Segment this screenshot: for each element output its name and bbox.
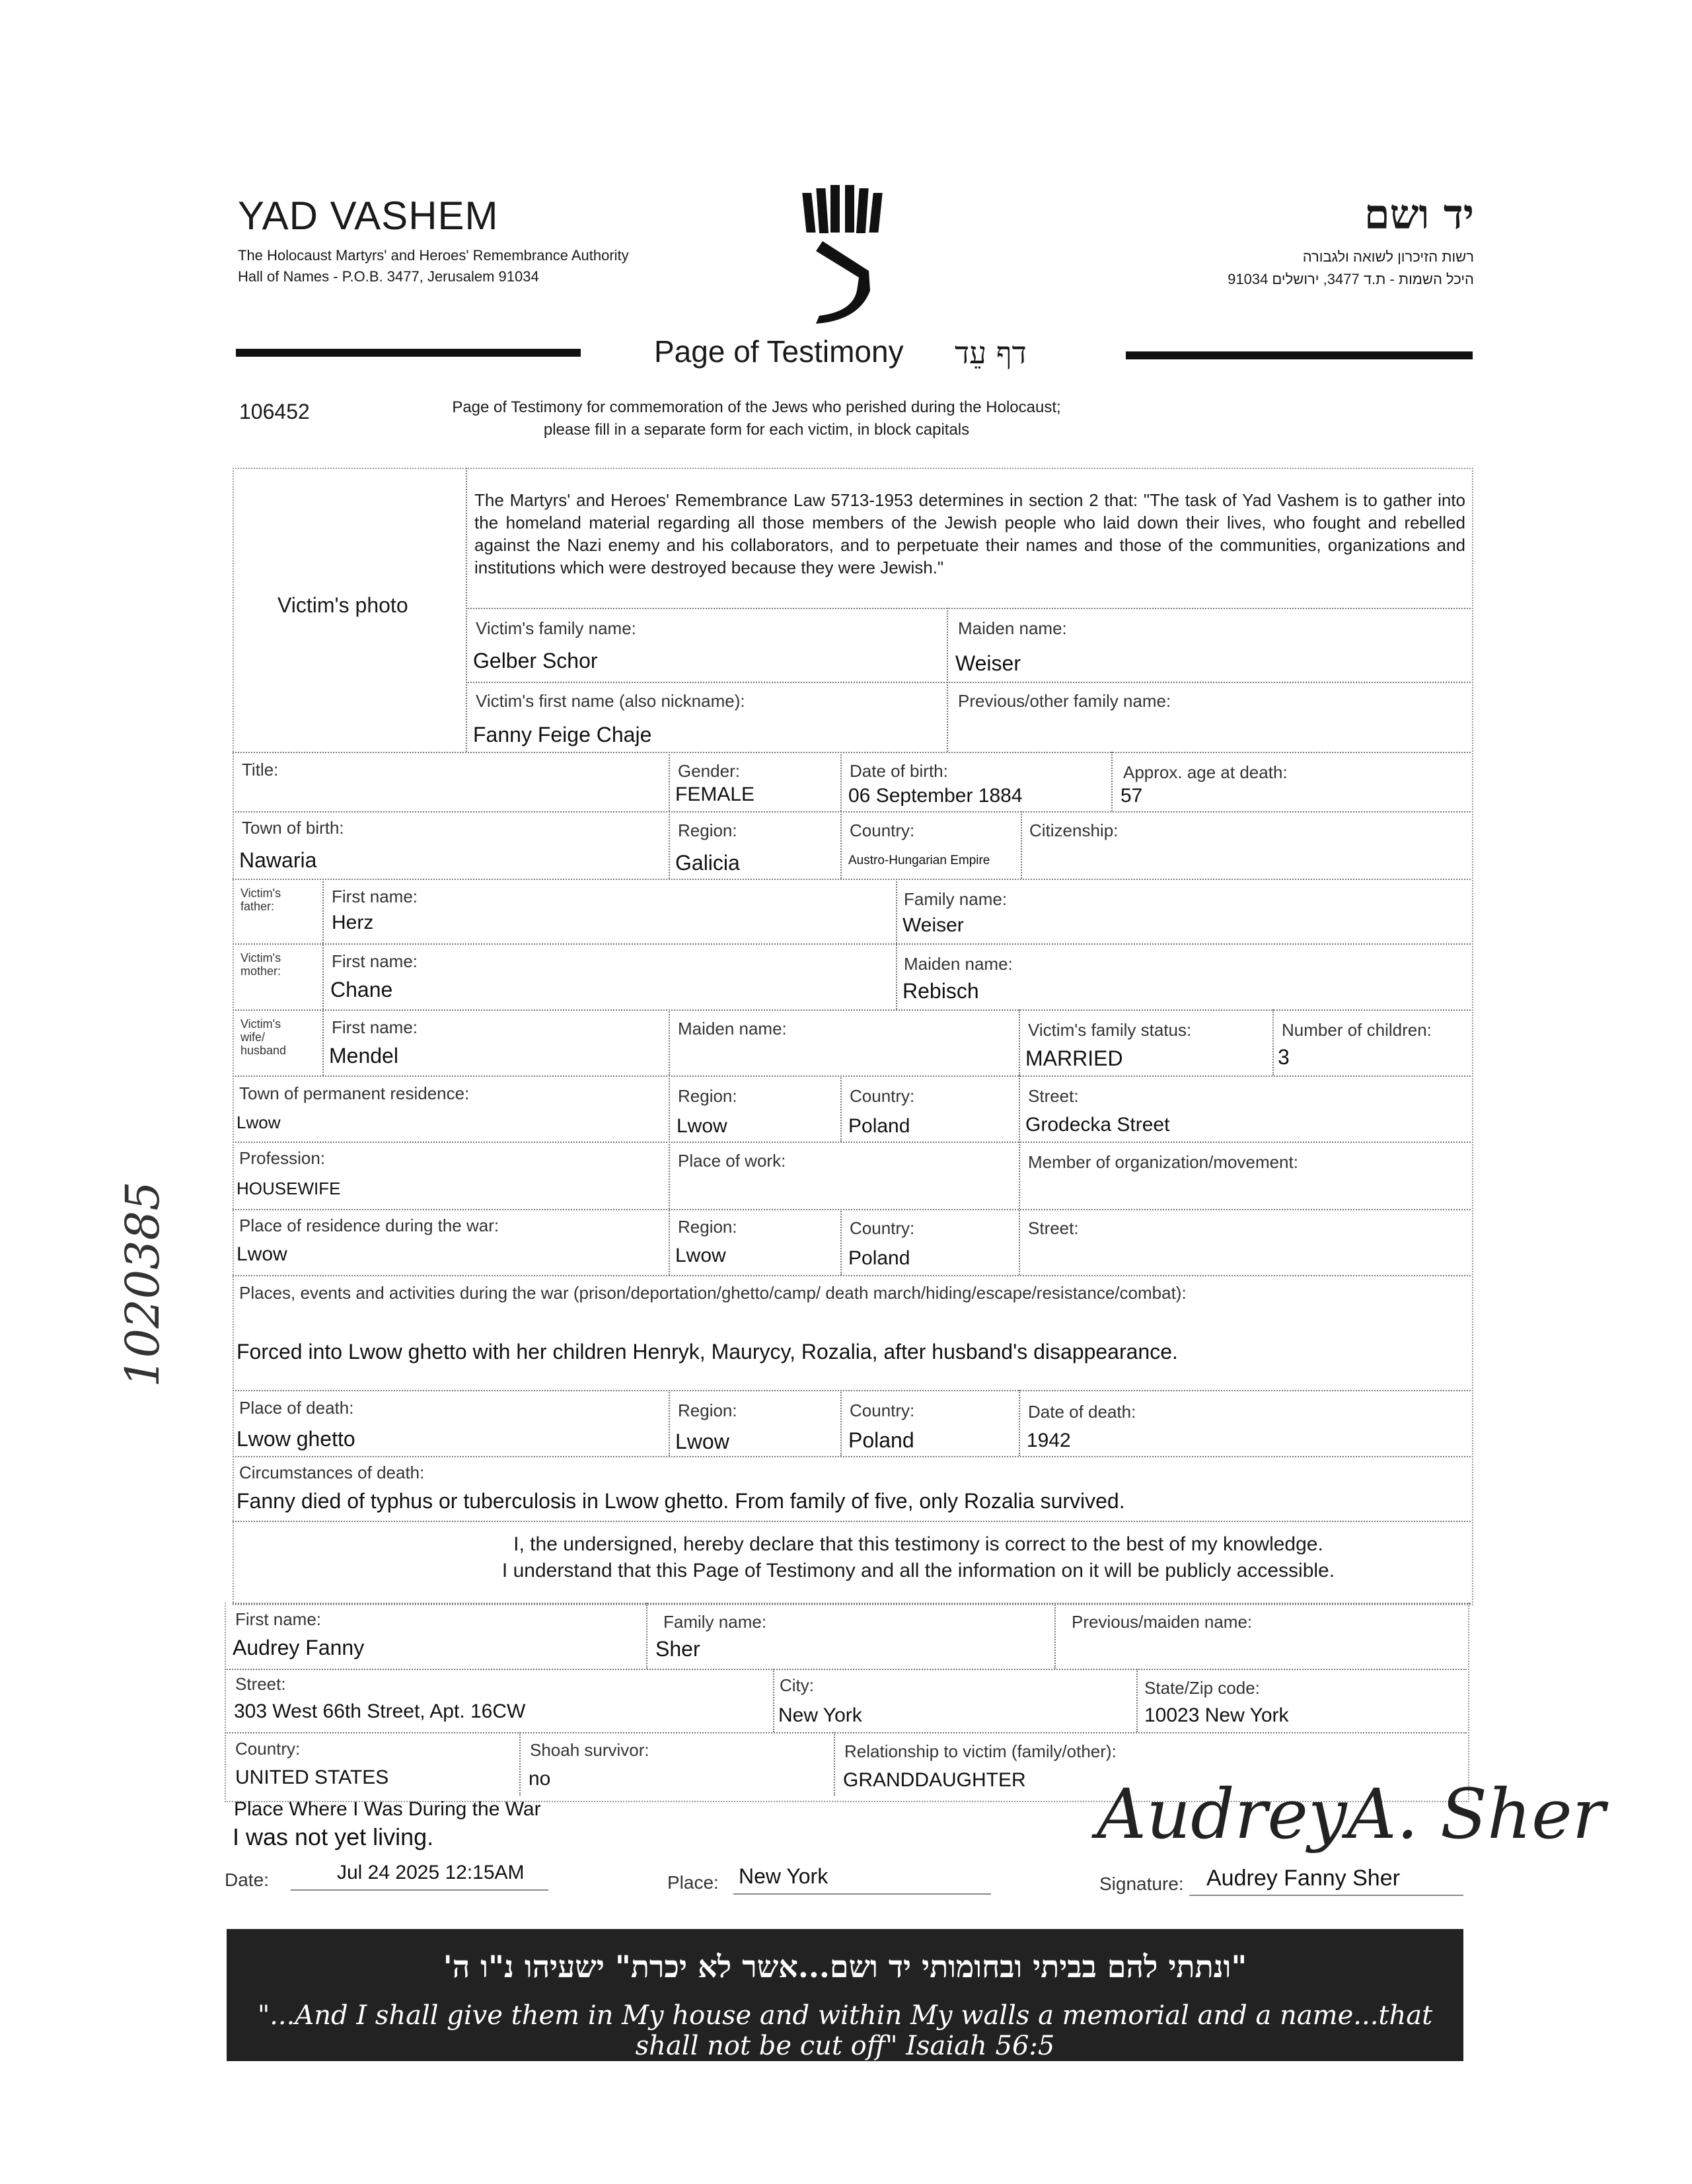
- col-line: [1019, 1075, 1020, 1275]
- place-underline: [733, 1893, 991, 1895]
- mother-maiden-value: Rebisch: [902, 979, 979, 1003]
- war-country-value: Poland: [848, 1247, 910, 1269]
- residence-town-value: Lwow: [237, 1112, 281, 1132]
- death-region-label: Region:: [678, 1401, 737, 1420]
- father-label: [240, 887, 281, 913]
- col-line: [1019, 1009, 1020, 1075]
- col-line: [1054, 1603, 1056, 1669]
- col-line: [834, 1732, 835, 1796]
- col-line: [1272, 1009, 1274, 1075]
- org-name: YAD VASHEM: [238, 194, 499, 238]
- survivor-value: no: [529, 1768, 551, 1790]
- submitter-family-value: Sher: [655, 1637, 700, 1661]
- submitter-state-label: State/Zip code:: [1144, 1678, 1260, 1698]
- relationship-value: GRANDDAUGHTER: [843, 1769, 1026, 1791]
- mother-label-line2: mother:: [240, 965, 281, 978]
- citizenship-label: Citizenship:: [1029, 820, 1119, 840]
- children-value: 3: [1278, 1045, 1290, 1069]
- war-street-label: Street:: [1028, 1218, 1079, 1238]
- law-text: The Martyrs' and Heroes' Remembrance Law 5713-1953 determines in section 2 that: "The task of Yad Vashem is to gather into the homeland material regarding all those members of the Jewish people who laid down their lives, who fought and rebelled against the Nazi enemy and his collaborators, and to perpetuate their names and those of the communities, organizations and institutions which were destroyed because they were Jewish.": [474, 490, 1465, 577]
- family-name-label: Victim's family name:: [476, 618, 636, 638]
- row-line: [233, 1521, 1471, 1522]
- events-label: Places, events and activities during the war (prison/deportation/ghetto/camp/ death march/hiding/escape/resistance/combat):: [239, 1283, 1187, 1303]
- submitter-country-value: UNITED STATES: [235, 1766, 389, 1788]
- submitter-family-label: Family name:: [663, 1612, 767, 1632]
- residence-region-label: Region:: [678, 1086, 737, 1106]
- row-line: [233, 1009, 1471, 1011]
- declaration-line-2: I understand that this Page of Testimony and all the information on it will be publicly accessible.: [501, 1560, 1335, 1582]
- father-label-line2: father:: [240, 900, 275, 913]
- title-label: Title:: [242, 760, 279, 780]
- col-line: [840, 1209, 842, 1275]
- signature-name: Audrey Fanny Sher: [1206, 1866, 1400, 1891]
- dob-value: 06 September 1884: [848, 785, 1023, 807]
- death-country-label: Country:: [850, 1401, 915, 1420]
- residence-region-value: Lwow: [677, 1115, 727, 1137]
- war-region-label: Region:: [678, 1217, 737, 1237]
- circumstances-value: Fanny died of typhus or tuberculosis in Lwow ghetto. From family of five, only Rozalia survived.: [237, 1489, 1125, 1513]
- row-line: [233, 752, 1471, 753]
- father-label-line1: Victim's: [240, 887, 281, 900]
- date-label: Date:: [225, 1870, 269, 1890]
- residence-street-label: Street:: [1028, 1086, 1079, 1106]
- place-of-work-label: Place of work:: [678, 1151, 786, 1171]
- page-title-hebrew: דף עֵד: [955, 335, 1027, 371]
- submitter-city-label: City:: [780, 1675, 814, 1695]
- col-line: [669, 1075, 670, 1275]
- war-place-label: Place Where I Was During the War: [234, 1798, 541, 1820]
- intro-line-1: Page of Testimony for commemoration of the Jews who perished during the Holocaust;: [452, 398, 1061, 416]
- intro-line-2: please fill in a separate form for each victim, in block capitals: [543, 421, 970, 439]
- row-line: [233, 1075, 1471, 1077]
- signature-underline: [1189, 1895, 1463, 1896]
- photo-divider: [466, 468, 467, 752]
- spouse-label: [240, 1017, 286, 1057]
- town-birth-value: Nawaria: [239, 848, 317, 872]
- mother-first-value: Chane: [330, 978, 393, 1001]
- events-value: Forced into Lwow ghetto with her children Henryk, Maurycy, Rozalia, after husband's disappearance.: [237, 1340, 1178, 1364]
- gender-value: FEMALE: [675, 783, 755, 805]
- row-line: [466, 608, 1471, 609]
- col-line: [322, 879, 324, 1075]
- country-birth-label: Country:: [850, 820, 915, 840]
- submitter-city-value: New York: [778, 1704, 862, 1726]
- form-number: 106452: [239, 400, 310, 423]
- spouse-label-line1: Victim's: [240, 1017, 281, 1031]
- maiden-name-value: Weiser: [955, 651, 1021, 675]
- declaration: [238, 1531, 1599, 1584]
- prev-family-label: Previous/other family name:: [958, 691, 1171, 711]
- death-place-value: Lwow ghetto: [237, 1427, 355, 1451]
- org-address: Hall of Names - P.O.B. 3477, Jerusalem 91034: [238, 268, 539, 285]
- archive-number-stamp: 1020385: [116, 1181, 170, 1387]
- intro-text: [370, 396, 1143, 441]
- dob-label: Date of birth:: [850, 761, 948, 781]
- hebrew-address: היכל השמות - ת.ד 3477, ירושלים 91034: [1228, 271, 1474, 287]
- war-residence-label: Place of residence during the war:: [239, 1216, 499, 1235]
- row-line: [233, 1275, 1471, 1276]
- row-line: [233, 811, 1471, 813]
- victim-photo-label: Victim's photo: [277, 593, 408, 617]
- death-place-label: Place of death:: [239, 1398, 354, 1418]
- residence-town-label: Town of permanent residence:: [239, 1083, 470, 1103]
- banner-hebrew-quote: "ונתתי להם בביתי ובחומותי יד ושם...אשר לא יכרת" ישעיהו נ"ו ה': [443, 1949, 1247, 1984]
- first-name-value: Fanny Feige Chaje: [473, 723, 652, 746]
- row-line: [466, 682, 1471, 683]
- submitter-first-label: First name:: [235, 1609, 322, 1629]
- survivor-label: Shoah survivor:: [530, 1740, 649, 1760]
- circumstances-label: Circumstances of death:: [239, 1463, 425, 1482]
- father-first-value: Herz: [332, 912, 374, 933]
- maiden-name-label: Maiden name:: [958, 618, 1067, 638]
- page-title: Page of Testimony: [654, 334, 904, 369]
- col-line: [840, 1390, 842, 1456]
- banner-english-quote: "...And I shall give them in My house and within My walls a memorial and a name...that shall not be cut off" Isaiah 56:5: [257, 2000, 1433, 2061]
- row-line: [225, 1669, 1467, 1670]
- mother-label: [240, 951, 281, 978]
- col-line: [947, 608, 948, 752]
- title-rule-right: [1126, 351, 1473, 359]
- row-line: [225, 1732, 1467, 1733]
- children-label: Number of children:: [1282, 1020, 1432, 1040]
- col-line: [669, 1390, 670, 1456]
- col-line: [669, 811, 670, 879]
- row-line: [233, 943, 1471, 945]
- hebrew-org-name: יד ושם: [1364, 190, 1474, 238]
- title-rule-left: [236, 349, 581, 357]
- death-region-value: Lwow: [675, 1430, 729, 1453]
- father-family-value: Weiser: [902, 914, 964, 936]
- col-line: [1019, 1390, 1020, 1456]
- org-subtitle: The Holocaust Martyrs' and Heroes' Remembrance Authority: [238, 247, 629, 264]
- gender-label: Gender:: [678, 761, 740, 781]
- col-line: [840, 752, 842, 811]
- member-org-label: Member of organization/movement:: [1028, 1152, 1298, 1172]
- submitter-street-value: 303 West 66th Street, Apt. 16CW: [234, 1700, 526, 1722]
- mother-first-label: First name:: [332, 951, 418, 971]
- submitter-state-value: 10023 New York: [1144, 1704, 1289, 1726]
- row-line: [233, 1209, 1471, 1210]
- profession-label: Profession:: [239, 1148, 326, 1168]
- war-region-value: Lwow: [675, 1245, 726, 1266]
- spouse-label-line2: wife/: [240, 1031, 266, 1044]
- col-line: [669, 1009, 670, 1075]
- profession-value: HOUSEWIFE: [237, 1179, 341, 1198]
- signature-label: Signature:: [1099, 1874, 1184, 1894]
- spouse-maiden-label: Maiden name:: [678, 1019, 787, 1038]
- col-line: [840, 1075, 842, 1142]
- family-name-value: Gelber Schor: [473, 649, 598, 673]
- spouse-label-line3: husband: [240, 1044, 287, 1057]
- death-date-value: 1942: [1027, 1430, 1071, 1451]
- mother-maiden-label: Maiden name:: [904, 954, 1013, 974]
- mother-label-line1: Victim's: [240, 951, 281, 965]
- hebrew-subtitle: רשות הזיכרון לשואה ולגבורה: [1302, 248, 1474, 265]
- father-family-label: Family name:: [904, 889, 1008, 909]
- family-status-label: Victim's family status:: [1028, 1020, 1192, 1040]
- father-first-label: First name:: [332, 887, 418, 906]
- col-line: [840, 811, 842, 879]
- war-residence-value: Lwow: [237, 1243, 287, 1265]
- age-value: 57: [1121, 785, 1143, 807]
- row-line: [233, 1142, 1471, 1143]
- war-place-value: I was not yet living.: [233, 1823, 434, 1850]
- col-line: [1111, 752, 1113, 811]
- row-line: [233, 1456, 1471, 1457]
- spouse-first-label: First name:: [332, 1017, 418, 1037]
- age-label: Approx. age at death:: [1123, 762, 1288, 782]
- col-line: [669, 752, 670, 811]
- country-birth-value: Austro-Hungarian Empire: [848, 854, 990, 867]
- submitter-prev-label: Previous/maiden name:: [1072, 1612, 1253, 1632]
- submitter-street-label: Street:: [235, 1674, 286, 1694]
- yad-vashem-logo-icon: [796, 185, 895, 327]
- place-value: New York: [739, 1864, 828, 1888]
- relationship-label: Relationship to victim (family/other):: [844, 1741, 1117, 1761]
- col-line: [646, 1603, 647, 1669]
- row-line: [233, 1390, 1471, 1391]
- handwritten-signature: AudreyA. Sher: [1097, 1774, 1605, 1854]
- spouse-first-value: Mendel: [329, 1044, 398, 1068]
- death-date-label: Date of death:: [1028, 1402, 1136, 1422]
- region-birth-label: Region:: [678, 820, 737, 840]
- place-label: Place:: [667, 1872, 719, 1893]
- death-country-value: Poland: [848, 1428, 914, 1452]
- date-underline: [291, 1889, 548, 1891]
- declaration-line-1: I, the undersigned, hereby declare that this testimony is correct to the best of my knowledge.: [513, 1533, 1323, 1555]
- residence-country-value: Poland: [848, 1115, 910, 1137]
- row-line: [233, 879, 1471, 880]
- col-line: [773, 1669, 774, 1732]
- date-value: Jul 24 2025 12:15AM: [337, 1862, 525, 1883]
- war-country-label: Country:: [850, 1218, 915, 1238]
- first-name-label: Victim's first name (also nickname):: [476, 691, 745, 711]
- col-line: [1136, 1669, 1138, 1732]
- residence-street-value: Grodecka Street: [1025, 1114, 1170, 1136]
- submitter-first-value: Audrey Fanny: [233, 1636, 365, 1659]
- family-status-value: MARRIED: [1025, 1046, 1123, 1070]
- col-line: [1021, 811, 1022, 879]
- residence-country-label: Country:: [850, 1086, 915, 1106]
- col-line: [519, 1732, 521, 1796]
- quote-banner: [227, 1929, 1463, 2061]
- town-birth-label: Town of birth:: [242, 818, 344, 838]
- region-birth-value: Galicia: [675, 851, 740, 875]
- submitter-country-label: Country:: [235, 1739, 301, 1759]
